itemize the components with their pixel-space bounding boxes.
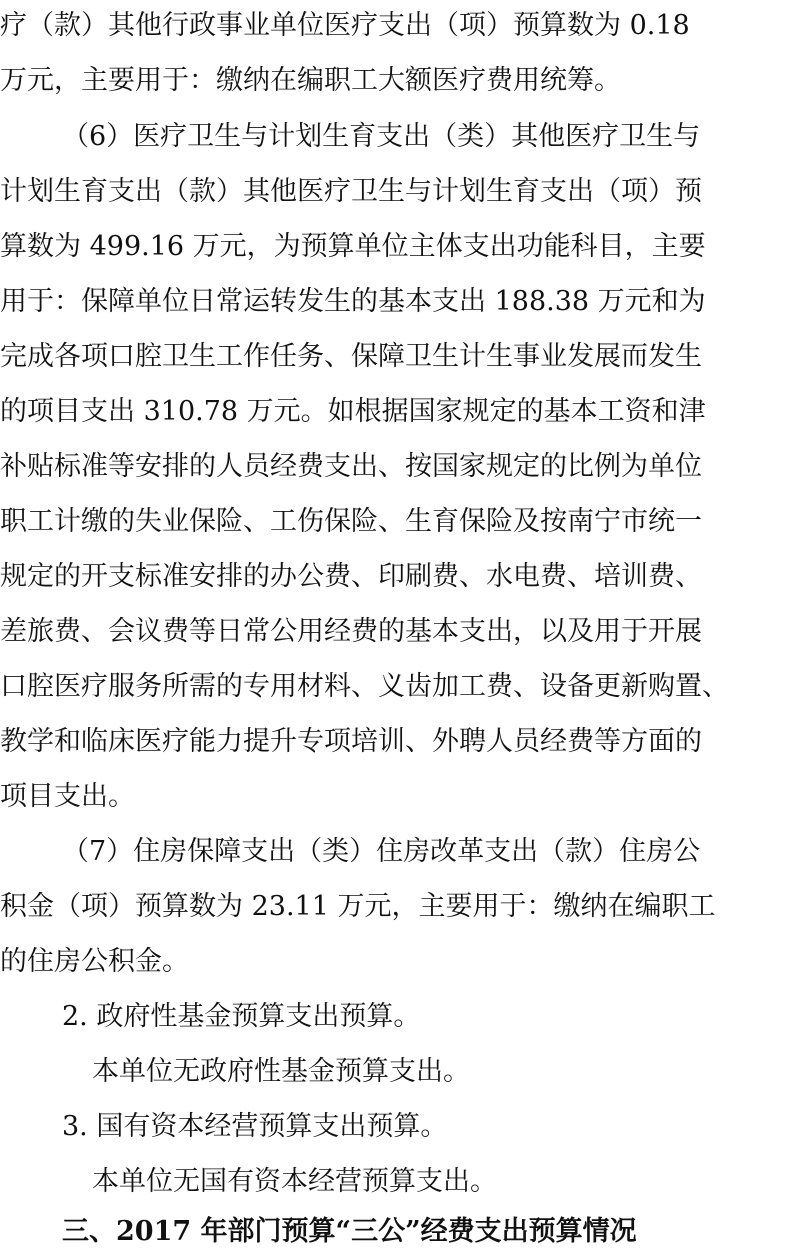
paragraph-line: 补贴标准等安排的人员经费支出、按国家规定的比例为单位 xyxy=(0,451,702,482)
paragraph-line: 教学和临床医疗能力提升专项培训、外聘人员经费等方面的 xyxy=(0,726,702,757)
paragraph-line: 口腔医疗服务所需的专用材料、义齿加工费、设备更新购置、 xyxy=(0,671,729,702)
paragraph-line: 的项目支出 310.78 万元。如根据国家规定的基本工资和津 xyxy=(0,396,706,427)
paragraph-line: 规定的开支标准安排的办公费、印刷费、水电费、培训费、 xyxy=(0,561,702,592)
paragraph-line: 计划生育支出（款）其他医疗卫生与计划生育支出（项）预 xyxy=(0,176,702,207)
paragraph-line: 差旅费、会议费等日常公用经费的基本支出，以及用于开展 xyxy=(0,616,702,647)
paragraph-line: （6）医疗卫生与计划生育支出（类）其他医疗卫生与 xyxy=(62,121,701,152)
paragraph-line: 用于：保障单位日常运转发生的基本支出 188.38 万元和为 xyxy=(0,286,706,317)
paragraph-line: 算数为 499.16 万元，为预算单位主体支出功能科目，主要 xyxy=(0,231,706,262)
paragraph-line: 项目支出。 xyxy=(0,781,135,812)
paragraph-line: 积金（项）预算数为 23.11 万元，主要用于：缴纳在编职工 xyxy=(0,891,716,922)
paragraph-line: 完成各项口腔卫生工作任务、保障卫生计生事业发展而发生 xyxy=(0,341,702,372)
section-item-heading: 2. 政府性基金预算支出预算。 xyxy=(62,1001,421,1032)
paragraph-line: 职工计缴的失业保险、工伤保险、生育保险及按南宁市统一 xyxy=(0,506,702,537)
section-item-heading: 3. 国有资本经营预算支出预算。 xyxy=(62,1111,448,1142)
paragraph-line: 的住房公积金。 xyxy=(0,946,189,977)
paragraph-line: 万元，主要用于：缴纳在编职工大额医疗费用统筹。 xyxy=(0,65,621,96)
paragraph-line: 疗（款）其他行政事业单位医疗支出（项）预算数为 0.18 xyxy=(0,10,690,41)
section-heading: 三、2017 年部门预算“三公”经费支出预算情况 xyxy=(62,1216,637,1247)
paragraph-line: 本单位无国有资本经营预算支出。 xyxy=(92,1166,497,1197)
paragraph-line: （7）住房保障支出（类）住房改革支出（款）住房公 xyxy=(62,836,701,867)
paragraph-line: 本单位无政府性基金预算支出。 xyxy=(92,1056,470,1087)
